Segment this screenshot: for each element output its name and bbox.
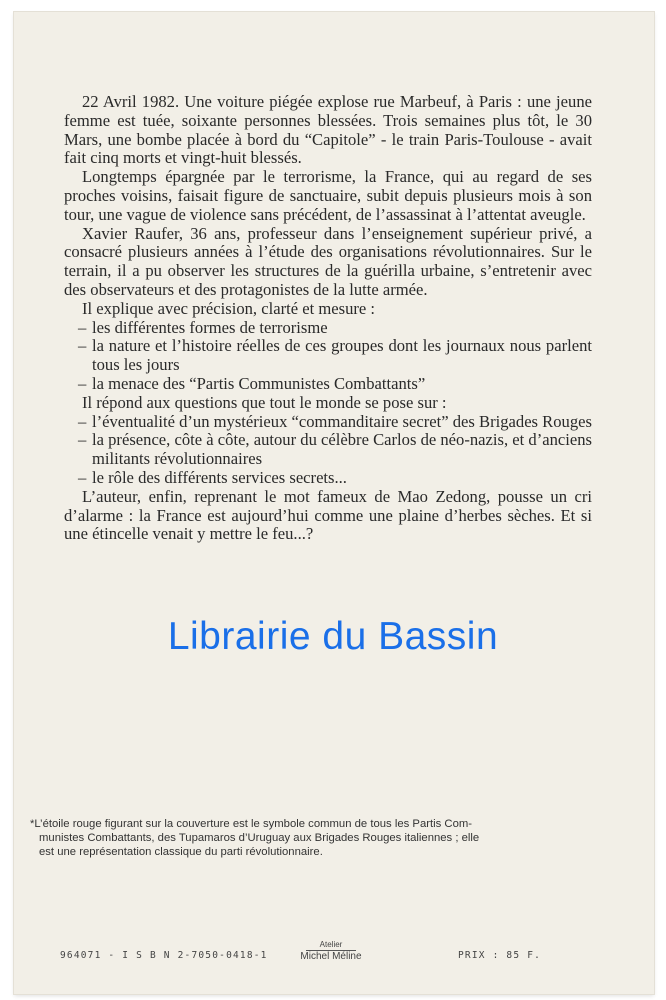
back-cover-blurb (64, 93, 592, 544)
blurb-paragraph-1: 22 Avril 1982. Une voiture piégée explose rue Marbeuf, à Paris : une jeune femme est tuée, soixante personnes blessées. Trois semaines plus tôt, le 30 Mars, une bombe placée à bord du “Capitole” - le train Paris-Toulouse - avait fait cinq morts et vingt-huit blessés. (64, 92, 592, 168)
isbn-label: 964071 - I S B N 2-7050-0418-1 (60, 950, 268, 961)
footnote-line-1: *L’étoile rouge figurant sur la couverture est le symbole commun de tous les Partis Com- (30, 818, 473, 830)
explique-list (64, 319, 592, 394)
list-item: – la nature et l’histoire réelles de ces groupes dont les journaux nous parlent tous les jours (78, 337, 592, 375)
list-item: – la menace des “Partis Communistes Combattants” (78, 375, 592, 394)
list-item: – l’éventualité d’un mystérieux “commanditaire secret” des Brigades Rouges (78, 413, 592, 432)
list-item: – le rôle des différents services secrets... (78, 469, 592, 488)
publisher-logo (296, 940, 366, 963)
list-item: – les différentes formes de terrorisme (78, 319, 592, 338)
repond-intro: Il répond aux questions que tout le monde se pose sur : (82, 392, 447, 412)
publisher-atelier: Atelier (306, 940, 356, 951)
explique-intro: Il explique avec précision, clarté et mesure : (82, 298, 376, 318)
repond-list (64, 413, 592, 488)
footnote-line-3: est une représentation classique du parti révolutionnaire. (39, 846, 323, 859)
price-label: PRIX : 85 F. (458, 950, 542, 961)
blurb-final-paragraph: L’auteur, enfin, reprenant le mot fameux de Mao Zedong, pousse un cri d’alarme : la France est aujourd’hui comme une plaine d’herbes sèches. Et si une étincelle venait y mettre le feu...? (64, 486, 592, 544)
back-cover-footer (0, 940, 666, 970)
cover-footnote (30, 817, 595, 860)
publisher-name: Michel Méline (300, 951, 362, 962)
footnote-line-2: munistes Combattants, des Tupamaros d’Uruguay aux Brigades Rouges italiennes ; elle (39, 832, 480, 845)
list-item: – la présence, côte à côte, autour du célèbre Carlos de néo-nazis, et d’anciens militants révolutionnaires (78, 431, 592, 469)
blurb-paragraph-3: Xavier Raufer, 36 ans, professeur dans l’enseignement supérieur privé, a consacré plusieurs années à l’étude des organisations révolutionnaires. Sur le terrain, il a pu observer les structures de la guérilla urbaine, s’entretenir avec des observateurs et des protagonistes de la lutte armée. (64, 223, 592, 299)
bookseller-watermark: Librairie du Bassin (167, 615, 499, 658)
blurb-paragraph-2: Longtemps épargnée par le terrorisme, la France, qui au regard de ses proches voisins, faisait figure de sanctuaire, subit depuis plusieurs mois à son tour, une vague de violence sans précédent, de l’assassinat à l’attentat aveugle. (64, 167, 592, 224)
